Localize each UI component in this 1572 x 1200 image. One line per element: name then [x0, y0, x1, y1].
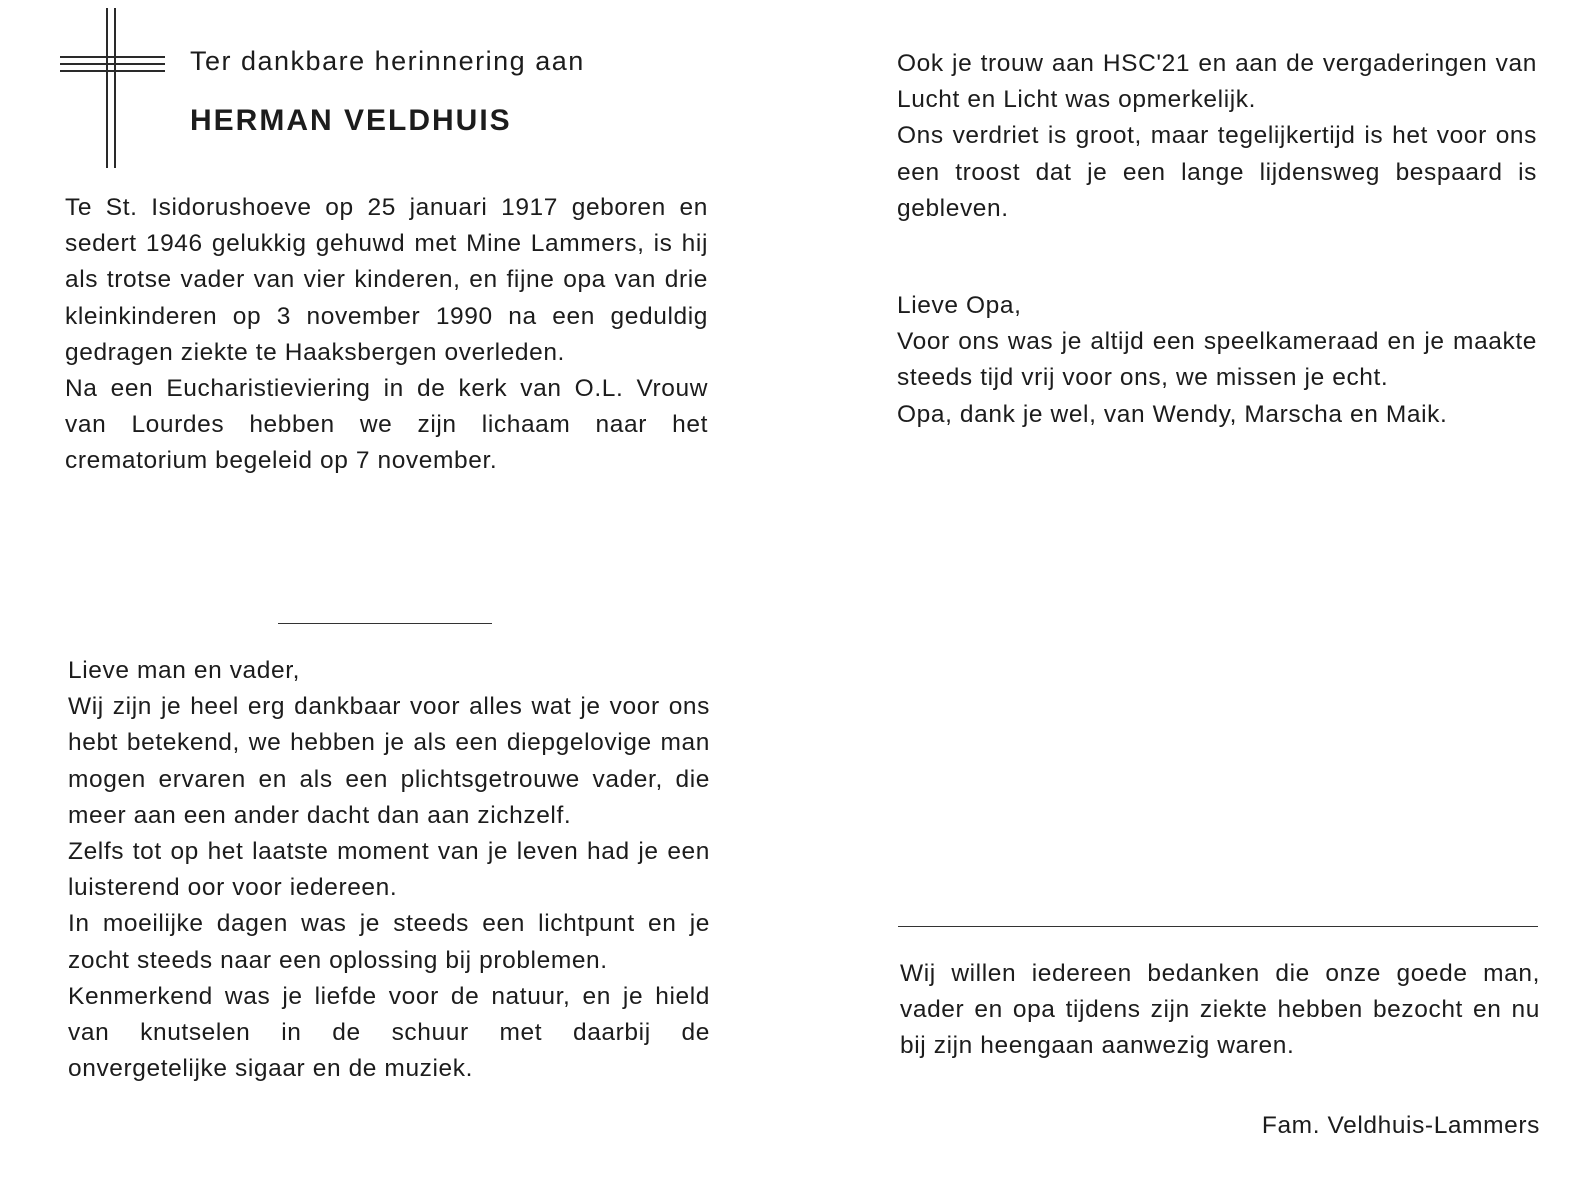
biography-block — [65, 190, 708, 480]
grandchildren-paragraph: Voor ons was je altijd een speelkameraad en je maakte steeds tijd vrij voor ons, we missen je echt. — [897, 328, 1537, 392]
message-paragraph: Wij zijn je heel erg dankbaar voor alles wat je voor ons hebt betekend, we hebben je als een diepgelovige man mogen ervaren en als een plichtsgetrouwe vader, die meer aan een ander dacht dan aan zichzelf. — [68, 693, 710, 829]
family-signature: Fam. Veldhuis-Lammers — [1261, 1112, 1540, 1139]
continuation-paragraph: Ook je trouw aan HSC'21 en aan de vergaderingen van Lucht en Licht was opmerkelijk. — [897, 50, 1537, 114]
biography-paragraph: Na een Eucharistieviering in de kerk van O.L. Vrouw van Lourdes hebben we zijn lichaam naar het crematorium begeleid op 7 november. — [65, 375, 708, 475]
cross-icon — [60, 8, 165, 170]
deceased-name: HERMAN VELDHUIS — [190, 104, 512, 137]
continuation-paragraph: Ons verdriet is groot, maar tegelijkertijd is het voor ons een troost dat je een lange lijdensweg bespaard is gebleven. — [897, 122, 1537, 222]
continuation-block — [897, 46, 1537, 227]
right-divider — [898, 926, 1538, 927]
message-greeting: Lieve man en vader, — [68, 657, 301, 684]
message-paragraph: In moeilijke dagen was je steeds een lichtpunt en je zocht steeds naar een oplossing bij problemen. — [68, 910, 710, 974]
thanks-paragraph: Wij willen iedereen bedanken die onze goede man, vader en opa tijdens zijn ziekte hebben bezocht en nu bij zijn heengaan aanwezig waren. — [900, 960, 1540, 1060]
grandchildren-paragraph: Opa, dank je wel, van Wendy, Marscha en Maik. — [897, 400, 1448, 428]
grandchildren-block — [897, 288, 1537, 433]
grandchildren-greeting: Lieve Opa, — [897, 292, 1022, 319]
message-paragraph: Zelfs tot op het laatste moment van je leven had je een luisterend oor voor iedereen. — [68, 838, 710, 902]
message-block — [68, 653, 710, 1087]
message-paragraph: Kenmerkend was je liefde voor de natuur, en je hield van knutselen in de schuur met daarbij de onvergetelijke sigaar en de muziek. — [68, 982, 710, 1083]
thanks-block — [900, 956, 1540, 1065]
left-divider — [278, 623, 492, 624]
intro-line: Ter dankbare herinnering aan — [190, 46, 585, 76]
biography-paragraph: Te St. Isidorushoeve op 25 januari 1917 geboren en sedert 1946 gelukkig gehuwd met Mine Lammers, is hij als trotse vader van vier kinderen, en fijne opa van drie kleinkinderen op 3 november 1990 na een geduldig gedragen ziekte te Haaksbergen overleden. — [65, 194, 708, 366]
